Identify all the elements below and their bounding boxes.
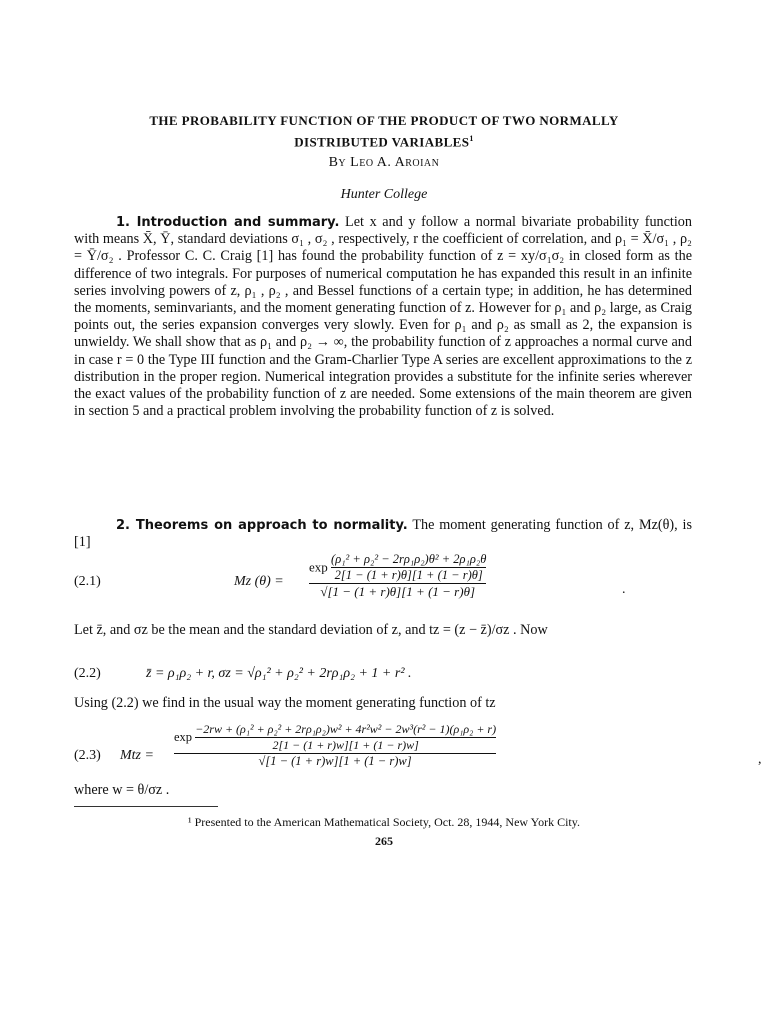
section-1-paragraph [74,214,692,420]
section-2-paragraph [74,517,692,551]
equation-number: (2.3) [74,748,101,763]
exponent-denominator: 2[1 − (1 + r)θ][1 + (1 − r)θ] [331,567,486,583]
section-1-heading: 1. Introduction and summary. [116,215,340,230]
mean-paragraph: Let z̄, and σz be the mean and the standard deviation of z, and tz = (z − z̄)/σz . Now [74,622,548,638]
equation-lhs: Mtz = [120,748,154,763]
page-number: 265 [375,834,393,848]
using-paragraph: Using (2.2) we find in the usual way the moment generating function of tz [74,695,496,711]
denominator: √[1 − (1 + r)θ][1 + (1 − r)θ] [309,583,486,600]
equation-2-3 [74,722,762,780]
equation-number: (2.2) [74,666,101,681]
equation-number: (2.1) [74,574,101,589]
equation-trail: . [622,582,626,597]
denominator: √[1 − (1 + r)w][1 + (1 − r)w] [174,753,496,769]
affiliation: Hunter College [340,187,428,202]
exponent-fraction [195,722,496,753]
author-line: By Leo A. Aroian [328,155,440,170]
title-line-1: THE PROBABILITY FUNCTION OF THE PRODUCT OF TWO NORMALLY [149,113,619,128]
exp-word: exp [309,559,328,575]
equation-2-1 [74,552,692,614]
title-footnote-mark: 1 [469,134,474,143]
numerator [174,722,496,753]
exponent-denominator: 2[1 − (1 + r)w][1 + (1 − r)w] [195,737,496,753]
equation-2-2 [74,666,692,686]
equation-trail: , [758,752,762,767]
section-2-text: The moment generating function of z, Mz(θ), is [1] [74,517,692,551]
exponent-numerator: (ρ₁² + ρ₂² − 2rρ₁ρ₂)θ² + 2ρ₁ρ₂θ [331,552,487,566]
exponent-fraction [331,552,486,583]
equation-body: z̄ = ρ₁ρ₂ + r, σz = √ρ₁² + ρ₂² + 2rρ₁ρ₂ + 1 + r² . [146,666,412,681]
section-2-heading: 2. Theorems on approach to normality. [116,518,408,533]
exp-word: exp [174,730,193,744]
where-paragraph: where w = θ/σz . [74,782,170,798]
article-title [60,112,708,151]
numerator [309,552,486,583]
footnote-rule [74,806,218,807]
title-line-2: DISTRIBUTED VARIABLES [294,134,470,150]
footnote: ¹ Presented to the American Mathematical Society, Oct. 28, 1944, New York City. [188,815,580,829]
equation-lhs: Mz (θ) = [234,574,284,589]
exponent-numerator: −2rw + (ρ₁² + ρ₂² + 2rρ₁ρ₂)w² + 4r²w² − 2w³(r² − 1)(ρ₁ρ₂ + r) [195,722,497,736]
section-1-text: Let x and y follow a normal bivariate probability function with means X̄, Ȳ, standard deviations σ₁ , σ₂ , respectively, r the coefficient of correlation, and ρ₁ = X̄/σ₁ , ρ₂ = Ȳ/σ₂ . Professor C. C. Craig [1] has found the probability function of z = xy/σ₁σ₂ in closed form as the difference of two integrals. For purposes of numerical computation he has expanded this result in an infinite series involving powers of z, ρ₁ , ρ₂ , and Bessel functions of a certain type; in addition, he has determined the moments, seminvariants, and the moment generating function of z. However for ρ₁ and ρ₂ large, as Craig points out, the series expansion converges very slowly. Even for ρ₁ and ρ₂ as small as 2, the expansion is unwieldy. We shall show that as ρ₁ and ρ₂ → ∞, the probability function of z approaches a normal curve and in case r = 0 the Type III function and the Gram-Charlier Type A series are excellent approximations to the z distribution in the proper region. Numerical integration provides a substitute for the infinite series wherever the exact values of the probability function of z are needed. Some extensions of the main theorem are given in section 5 and a practical problem involving the probability function of z is solved. [74,214,692,420]
equation-fraction [309,552,486,600]
equation-fraction [174,722,496,769]
